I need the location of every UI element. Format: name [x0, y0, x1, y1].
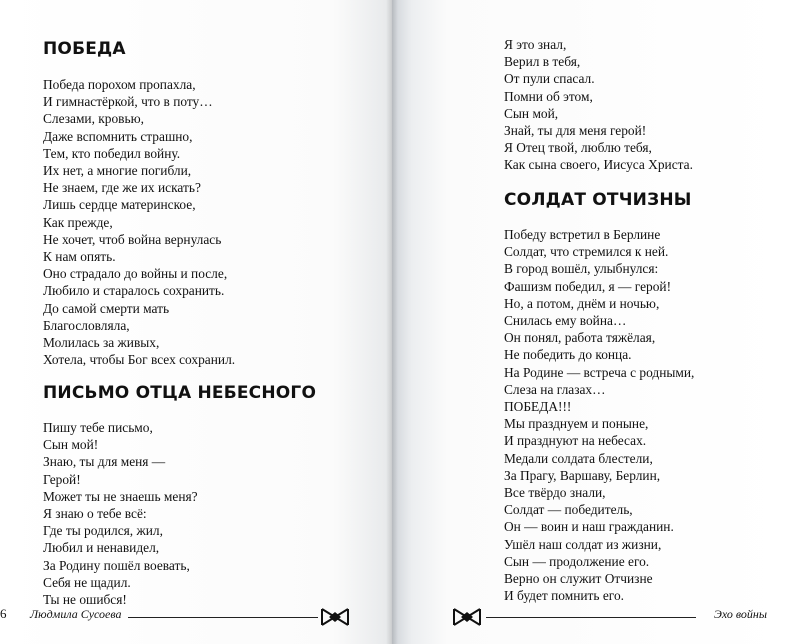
left-page — [0, 0, 392, 644]
book-spine-shadow — [386, 0, 398, 644]
poem-line: Ушёл наш солдат из жизни, — [504, 536, 662, 552]
poem-line: Знаю, ты для меня — — [43, 454, 166, 470]
poem-line: Знай, ты для меня герой! — [504, 123, 647, 139]
poem-title-soldat: СОЛДАТ ОТЧИЗНЫ — [504, 190, 692, 210]
poem-line: И гимнастёркой, что в поту… — [43, 94, 213, 110]
poem-line: И празднуют на небесах. — [504, 433, 647, 449]
poem-line: Любило и старалось сохранить. — [43, 283, 225, 299]
ornament-icon — [452, 606, 482, 628]
poem-line: За Прагу, Варшаву, Берлин, — [504, 467, 661, 483]
poem-line: На Родине — встреча с родными, — [504, 364, 695, 380]
footer-rule — [486, 617, 696, 618]
poem-line: К нам опять. — [43, 249, 116, 265]
poem-pobeda — [43, 76, 235, 368]
poem-line: Верил в тебя, — [504, 54, 581, 70]
poem-line: Все твёрдо знали, — [504, 485, 606, 501]
poem-line: Сын мой! — [43, 437, 99, 453]
poem-title-pobeda: ПОБЕДА — [43, 39, 126, 59]
poem-line: Я знаю о тебе всё: — [43, 506, 147, 522]
poem-line: Как прежде, — [43, 214, 113, 230]
footer-rule — [128, 617, 318, 618]
poem-line: Я это знал, — [504, 37, 567, 52]
poem-line: В город вошёл, улыбнулся: — [504, 261, 659, 277]
poem-line: Хотела, чтобы Бог всех сохранил. — [43, 352, 236, 368]
poem-line: Тем, кто победил войну. — [43, 145, 181, 161]
poem-soldat — [504, 226, 694, 604]
poem-pismo — [43, 419, 198, 608]
poem-line: Сын мой, — [504, 105, 559, 121]
poem-line: Он понял, работа тяжёлая, — [504, 330, 656, 346]
poem-line: Как сына своего, Иисуса Христа. — [504, 157, 693, 173]
poem-line: Не знаем, где же их искать? — [43, 180, 201, 196]
page-number: 6 — [0, 606, 7, 621]
poem-line: Ты не ошибся! — [43, 592, 127, 608]
poem-line: И будет помнить его. — [504, 588, 624, 604]
poem-line: Слезами, кровью, — [43, 111, 144, 127]
poem-line: Помни об этом, — [504, 88, 593, 104]
poem-line: Герой! — [43, 471, 81, 487]
poem-line: Лишь сердце материнское, — [43, 197, 196, 213]
footer-author: Людмила Сусоева — [30, 607, 122, 621]
poem-line: Он — воин и наш гражданин. — [504, 519, 674, 535]
ornament-icon — [320, 606, 350, 628]
poem-line: Но, а потом, днём и ночью, — [504, 295, 660, 311]
poem-line: От пули спасал. — [504, 71, 595, 87]
poem-line: Себя не щадил. — [43, 574, 131, 590]
poem-line: Сын — продолжение его. — [504, 553, 650, 569]
poem-line: Верно он служит Отчизне — [504, 571, 653, 587]
poem-line: Не победить до конца. — [504, 347, 632, 363]
poem-line: Снилась ему война… — [504, 313, 627, 329]
poem-line: До самой смерти мать — [43, 300, 170, 316]
poem-line: Даже вспомнить страшно, — [43, 128, 193, 144]
left-footer — [28, 604, 358, 628]
poem-title-pismo: ПИСЬМО ОТЦА НЕБЕСНОГО — [43, 383, 317, 403]
poem-line: Медали солдата блестели, — [504, 450, 653, 466]
poem-line: За Родину пошёл воевать, — [43, 557, 190, 573]
poem-line: Солдат, что стремился к ней. — [504, 244, 669, 260]
poem-line: Оно страдало до войны и после, — [43, 266, 228, 282]
poem-line: Благословляла, — [43, 317, 130, 333]
poem-line: Где ты родился, жил, — [43, 523, 163, 539]
poem-line: Может ты не знаешь меня? — [43, 488, 198, 504]
right-footer — [452, 604, 777, 628]
poem-pismo-continued — [504, 36, 693, 174]
poem-line: Не хочет, чтоб война вернулась — [43, 231, 222, 247]
poem-line: Их нет, а многие погибли, — [43, 163, 192, 179]
poem-line: Пишу тебе письмо, — [43, 420, 153, 435]
poem-line: Слеза на глазах… — [504, 381, 606, 397]
poem-line: Солдат — победитель, — [504, 502, 633, 518]
poem-line: Фашизм победил, я — герой! — [504, 278, 672, 294]
poem-line: Любил и ненавидел, — [43, 540, 160, 556]
poem-line: Победу встретил в Берлине — [504, 227, 661, 242]
poem-line: Победа порохом пропахла, — [43, 77, 196, 92]
poem-line: Мы празднуем и поныне, — [504, 416, 649, 432]
footer-book-title: Эхо войны — [714, 607, 768, 621]
poem-line: Молилась за живых, — [43, 335, 160, 351]
right-page — [392, 0, 785, 644]
poem-line: ПОБЕДА!!! — [504, 399, 572, 415]
poem-line: Я Отец твой, люблю тебя, — [504, 140, 652, 156]
